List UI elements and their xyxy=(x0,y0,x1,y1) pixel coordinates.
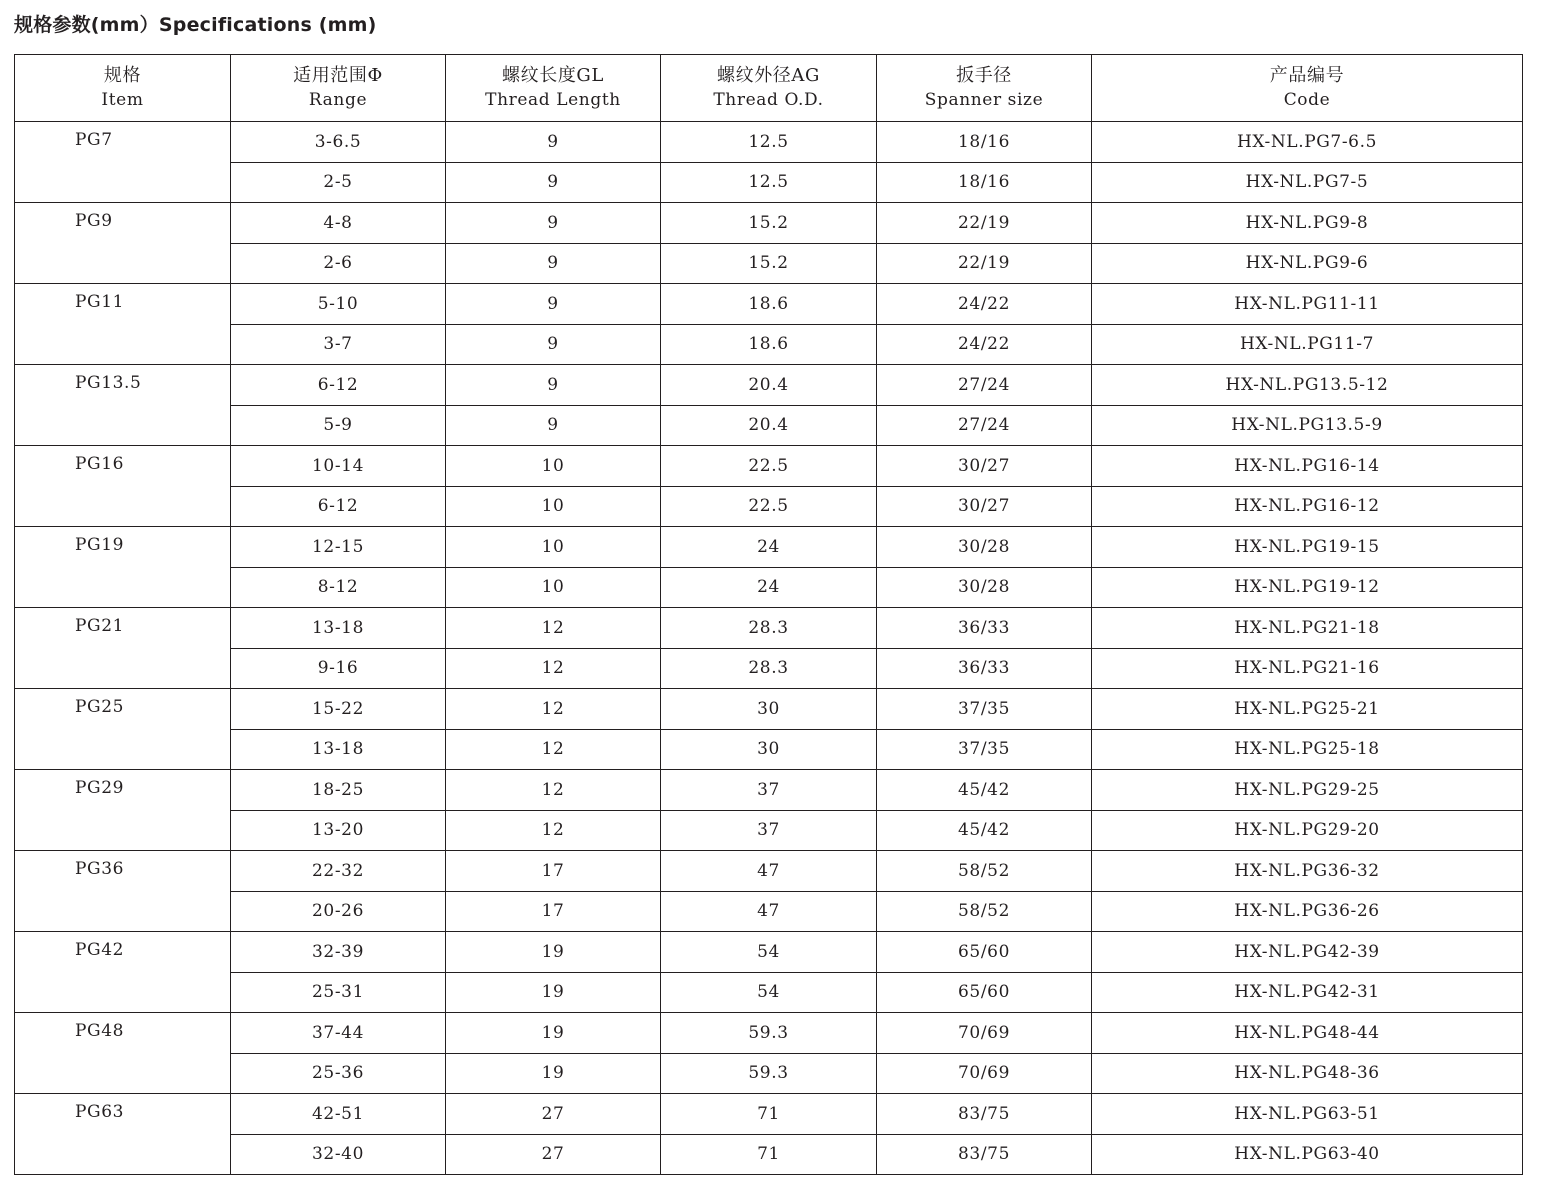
code-cell: HX-NL.PG7-6.5 xyxy=(1092,122,1523,163)
range-cell: 2-6 xyxy=(231,243,446,284)
thread-od-cell: 59.3 xyxy=(661,1053,877,1094)
thread-od-cell: 12.5 xyxy=(661,162,877,203)
code-cell: HX-NL.PG16-12 xyxy=(1092,486,1523,527)
code-cell: HX-NL.PG63-40 xyxy=(1092,1134,1523,1175)
table-row xyxy=(15,972,1523,1013)
header-thread-length-en: Thread Length xyxy=(485,90,621,110)
range-cell: 18-25 xyxy=(231,770,446,811)
code-cell: HX-NL.PG36-32 xyxy=(1092,851,1523,892)
range-cell: 5-9 xyxy=(231,405,446,446)
range-cell: 12-15 xyxy=(231,527,446,568)
table-row xyxy=(15,1094,1523,1135)
thread-od-cell: 22.5 xyxy=(661,446,877,487)
header-item-cn: 规格 xyxy=(103,65,142,86)
thread-length-cell: 27 xyxy=(446,1094,661,1135)
thread-length-cell: 19 xyxy=(446,972,661,1013)
code-cell: HX-NL.PG29-25 xyxy=(1092,770,1523,811)
thread-od-cell: 59.3 xyxy=(661,1013,877,1054)
thread-length-cell: 12 xyxy=(446,648,661,689)
header-spanner-size-cn: 扳手径 xyxy=(956,65,1012,86)
spanner-size-cell: 70/69 xyxy=(877,1013,1092,1054)
thread-length-cell: 12 xyxy=(446,770,661,811)
spanner-size-cell: 83/75 xyxy=(877,1134,1092,1175)
spanner-size-cell: 27/24 xyxy=(877,405,1092,446)
code-cell: HX-NL.PG29-20 xyxy=(1092,810,1523,851)
spanner-size-cell: 22/19 xyxy=(877,243,1092,284)
range-cell: 32-39 xyxy=(231,932,446,973)
thread-od-cell: 30 xyxy=(661,729,877,770)
range-cell: 3-7 xyxy=(231,324,446,365)
table-row xyxy=(15,243,1523,284)
spanner-size-cell: 18/16 xyxy=(877,122,1092,163)
code-cell: HX-NL.PG11-7 xyxy=(1092,324,1523,365)
code-cell: HX-NL.PG48-36 xyxy=(1092,1053,1523,1094)
table-row xyxy=(15,162,1523,203)
spanner-size-cell: 37/35 xyxy=(877,689,1092,730)
thread-length-cell: 9 xyxy=(446,203,661,244)
range-cell: 20-26 xyxy=(231,891,446,932)
spanner-size-cell: 58/52 xyxy=(877,851,1092,892)
spanner-size-cell: 18/16 xyxy=(877,162,1092,203)
thread-od-cell: 47 xyxy=(661,891,877,932)
thread-od-cell: 24 xyxy=(661,567,877,608)
code-cell: HX-NL.PG9-6 xyxy=(1092,243,1523,284)
range-cell: 32-40 xyxy=(231,1134,446,1175)
code-cell: HX-NL.PG19-12 xyxy=(1092,567,1523,608)
code-cell: HX-NL.PG42-39 xyxy=(1092,932,1523,973)
range-cell: 15-22 xyxy=(231,689,446,730)
item-cell: PG42 xyxy=(15,932,231,1013)
code-cell: HX-NL.PG36-26 xyxy=(1092,891,1523,932)
thread-length-cell: 27 xyxy=(446,1134,661,1175)
spanner-size-cell: 27/24 xyxy=(877,365,1092,406)
item-cell: PG9 xyxy=(15,203,231,284)
table-row xyxy=(15,203,1523,244)
spanner-size-cell: 30/28 xyxy=(877,527,1092,568)
spanner-size-cell: 30/28 xyxy=(877,567,1092,608)
header-thread-od xyxy=(661,55,877,122)
item-cell: PG16 xyxy=(15,446,231,527)
item-cell: PG63 xyxy=(15,1094,231,1175)
thread-length-cell: 9 xyxy=(446,324,661,365)
table-row xyxy=(15,689,1523,730)
spanner-size-cell: 58/52 xyxy=(877,891,1092,932)
thread-od-cell: 71 xyxy=(661,1094,877,1135)
thread-length-cell: 12 xyxy=(446,689,661,730)
item-cell: PG48 xyxy=(15,1013,231,1094)
range-cell: 13-18 xyxy=(231,729,446,770)
header-thread-od-cn: 螺纹外径AG xyxy=(717,65,820,86)
code-cell: HX-NL.PG21-18 xyxy=(1092,608,1523,649)
table-row xyxy=(15,527,1523,568)
thread-od-cell: 47 xyxy=(661,851,877,892)
item-cell: PG13.5 xyxy=(15,365,231,446)
spanner-size-cell: 30/27 xyxy=(877,446,1092,487)
table-row xyxy=(15,405,1523,446)
thread-od-cell: 37 xyxy=(661,770,877,811)
thread-od-cell: 54 xyxy=(661,932,877,973)
table-row xyxy=(15,729,1523,770)
table-header xyxy=(15,55,1523,122)
thread-od-cell: 20.4 xyxy=(661,365,877,406)
spanner-size-cell: 45/42 xyxy=(877,770,1092,811)
thread-od-cell: 24 xyxy=(661,527,877,568)
thread-od-cell: 28.3 xyxy=(661,608,877,649)
code-cell: HX-NL.PG19-15 xyxy=(1092,527,1523,568)
code-cell: HX-NL.PG25-21 xyxy=(1092,689,1523,730)
range-cell: 6-12 xyxy=(231,365,446,406)
code-cell: HX-NL.PG11-11 xyxy=(1092,284,1523,325)
range-cell: 13-20 xyxy=(231,810,446,851)
header-thread-length xyxy=(446,55,661,122)
thread-length-cell: 10 xyxy=(446,567,661,608)
thread-od-cell: 15.2 xyxy=(661,203,877,244)
thread-length-cell: 9 xyxy=(446,243,661,284)
thread-length-cell: 19 xyxy=(446,1053,661,1094)
header-spanner-size-en: Spanner size xyxy=(924,90,1044,110)
code-cell: HX-NL.PG13.5-12 xyxy=(1092,365,1523,406)
table-row xyxy=(15,365,1523,406)
thread-length-cell: 9 xyxy=(446,122,661,163)
thread-length-cell: 12 xyxy=(446,729,661,770)
table-row xyxy=(15,851,1523,892)
table-row xyxy=(15,567,1523,608)
code-cell: HX-NL.PG42-31 xyxy=(1092,972,1523,1013)
range-cell: 9-16 xyxy=(231,648,446,689)
spanner-size-cell: 45/42 xyxy=(877,810,1092,851)
spanner-size-cell: 70/69 xyxy=(877,1053,1092,1094)
thread-od-cell: 22.5 xyxy=(661,486,877,527)
item-cell: PG25 xyxy=(15,689,231,770)
thread-length-cell: 9 xyxy=(446,405,661,446)
table-row xyxy=(15,284,1523,325)
table-row xyxy=(15,891,1523,932)
table-row xyxy=(15,810,1523,851)
header-range xyxy=(231,55,446,122)
table-row xyxy=(15,1053,1523,1094)
code-cell: HX-NL.PG13.5-9 xyxy=(1092,405,1523,446)
table-row xyxy=(15,1134,1523,1175)
header-thread-od-en: Thread O.D. xyxy=(713,90,824,110)
range-cell: 3-6.5 xyxy=(231,122,446,163)
specifications-table xyxy=(14,54,1523,1175)
range-cell: 13-18 xyxy=(231,608,446,649)
header-thread-length-cn: 螺纹长度GL xyxy=(502,65,604,86)
range-cell: 25-36 xyxy=(231,1053,446,1094)
header-range-en: Range xyxy=(308,90,368,110)
header-row xyxy=(15,55,1523,122)
table-row xyxy=(15,446,1523,487)
spanner-size-cell: 24/22 xyxy=(877,324,1092,365)
range-cell: 10-14 xyxy=(231,446,446,487)
code-cell: HX-NL.PG48-44 xyxy=(1092,1013,1523,1054)
table-body xyxy=(15,122,1523,1175)
thread-length-cell: 9 xyxy=(446,284,661,325)
spanner-size-cell: 65/60 xyxy=(877,972,1092,1013)
item-cell: PG21 xyxy=(15,608,231,689)
code-cell: HX-NL.PG21-16 xyxy=(1092,648,1523,689)
code-cell: HX-NL.PG9-8 xyxy=(1092,203,1523,244)
spanner-size-cell: 83/75 xyxy=(877,1094,1092,1135)
table-row xyxy=(15,770,1523,811)
header-code xyxy=(1092,55,1523,122)
thread-length-cell: 12 xyxy=(446,810,661,851)
item-cell: PG19 xyxy=(15,527,231,608)
header-code-en: Code xyxy=(1283,90,1331,110)
thread-od-cell: 28.3 xyxy=(661,648,877,689)
thread-od-cell: 12.5 xyxy=(661,122,877,163)
spanner-size-cell: 22/19 xyxy=(877,203,1092,244)
range-cell: 22-32 xyxy=(231,851,446,892)
page-title: 规格参数(mm）Specifications (mm) xyxy=(14,14,377,36)
code-cell: HX-NL.PG63-51 xyxy=(1092,1094,1523,1135)
thread-length-cell: 19 xyxy=(446,932,661,973)
range-cell: 5-10 xyxy=(231,284,446,325)
spanner-size-cell: 37/35 xyxy=(877,729,1092,770)
item-cell: PG7 xyxy=(15,122,231,203)
thread-od-cell: 15.2 xyxy=(661,243,877,284)
spanner-size-cell: 36/33 xyxy=(877,648,1092,689)
code-cell: HX-NL.PG16-14 xyxy=(1092,446,1523,487)
table-row xyxy=(15,1013,1523,1054)
range-cell: 8-12 xyxy=(231,567,446,608)
thread-length-cell: 12 xyxy=(446,608,661,649)
table-row xyxy=(15,932,1523,973)
range-cell: 2-5 xyxy=(231,162,446,203)
range-cell: 6-12 xyxy=(231,486,446,527)
spanner-size-cell: 65/60 xyxy=(877,932,1092,973)
thread-od-cell: 20.4 xyxy=(661,405,877,446)
thread-length-cell: 10 xyxy=(446,527,661,568)
header-item xyxy=(15,55,231,122)
range-cell: 25-31 xyxy=(231,972,446,1013)
thread-length-cell: 17 xyxy=(446,851,661,892)
thread-length-cell: 10 xyxy=(446,446,661,487)
thread-od-cell: 18.6 xyxy=(661,324,877,365)
header-item-en: Item xyxy=(101,90,144,110)
range-cell: 42-51 xyxy=(231,1094,446,1135)
thread-length-cell: 10 xyxy=(446,486,661,527)
range-cell: 4-8 xyxy=(231,203,446,244)
item-cell: PG29 xyxy=(15,770,231,851)
table-row xyxy=(15,648,1523,689)
table-row xyxy=(15,608,1523,649)
spanner-size-cell: 24/22 xyxy=(877,284,1092,325)
thread-od-cell: 71 xyxy=(661,1134,877,1175)
thread-length-cell: 9 xyxy=(446,365,661,406)
table-row xyxy=(15,486,1523,527)
spanner-size-cell: 36/33 xyxy=(877,608,1092,649)
item-cell: PG11 xyxy=(15,284,231,365)
code-cell: HX-NL.PG7-5 xyxy=(1092,162,1523,203)
thread-length-cell: 17 xyxy=(446,891,661,932)
item-cell: PG36 xyxy=(15,851,231,932)
header-spanner-size xyxy=(877,55,1092,122)
header-range-cn: 适用范围Φ xyxy=(293,65,383,86)
thread-length-cell: 9 xyxy=(446,162,661,203)
thread-od-cell: 37 xyxy=(661,810,877,851)
thread-od-cell: 30 xyxy=(661,689,877,730)
range-cell: 37-44 xyxy=(231,1013,446,1054)
thread-length-cell: 19 xyxy=(446,1013,661,1054)
spanner-size-cell: 30/27 xyxy=(877,486,1092,527)
table-row xyxy=(15,122,1523,163)
table-row xyxy=(15,324,1523,365)
thread-od-cell: 54 xyxy=(661,972,877,1013)
header-code-cn: 产品编号 xyxy=(1269,65,1345,86)
thread-od-cell: 18.6 xyxy=(661,284,877,325)
code-cell: HX-NL.PG25-18 xyxy=(1092,729,1523,770)
